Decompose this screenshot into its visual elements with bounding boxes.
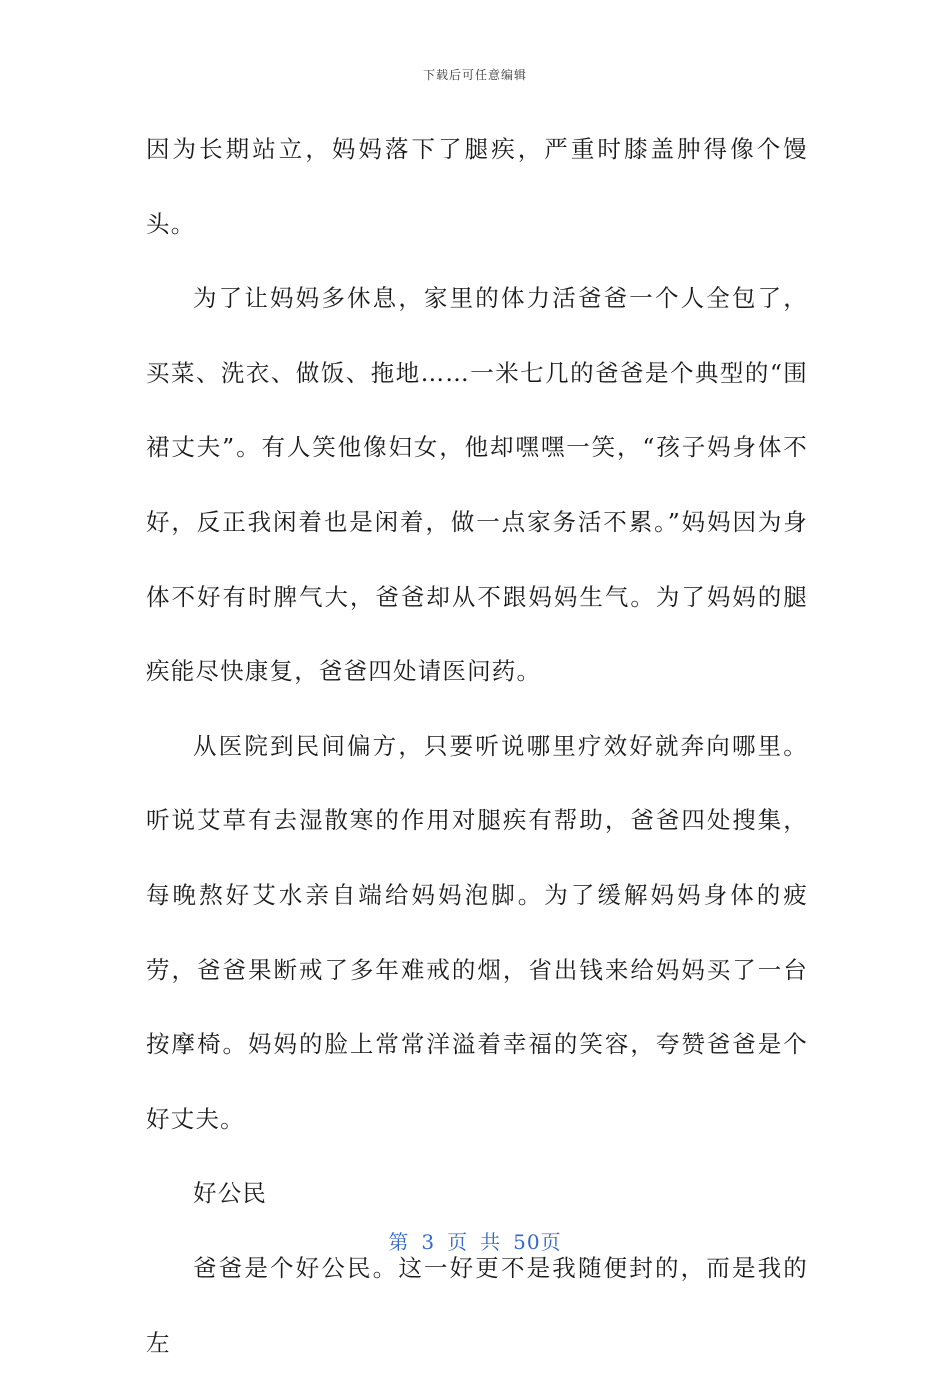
paragraph-3: 从医院到民间偏方，只要听说哪里疗效好就奔向哪里。听说艾草有去湿散寒的作用对腿疾有帮助，爸爸四处搜集，每晚熬好艾水亲自端给妈妈泡脚。为了缓解妈妈身体的疲劳，爸爸果断戒了多年难戒的烟，省出钱来给妈妈买了一台按摩椅。妈妈的脸上常常洋溢着幸福的笑容，夸赞爸爸是个好丈夫。 [146,731,808,1133]
footer-total-pages: 50页 [513,1230,562,1254]
footer-total-label: 共 [480,1230,502,1254]
paragraph-1: 因为长期站立，妈妈落下了腿疾，严重时膝盖肿得像个馒头。 [146,135,808,238]
footer-prefix: 第 [388,1230,410,1254]
footer-page-label: 页 [447,1230,469,1254]
footer-page-number: 3 [421,1230,436,1254]
paragraph-2: 为了让妈妈多休息，家里的体力活爸爸一个人全包了，买菜、洗衣、做饭、拖地……一米七几的爸爸是个典型的“围裙丈夫”。有人笑他像妇女，他却嘿嘿一笑，“孩子妈身体不好，反正我闲着也是闲着，做一点家务活不累。”妈妈因为身体不好有时脾气大，爸爸却从不跟妈妈生气。为了妈妈的腿疾能尽快康复，爸爸四处请医问药。 [146,284,808,686]
page-footer [0,1226,950,1255]
document-body [146,112,808,1380]
page-header: 下载后可任意编辑 [422,68,527,82]
section-heading: 好公民 [193,1179,268,1208]
paragraph-4: 爸爸是个好公民。这一好更不是我随便封的，而是我的左 [146,1253,808,1357]
